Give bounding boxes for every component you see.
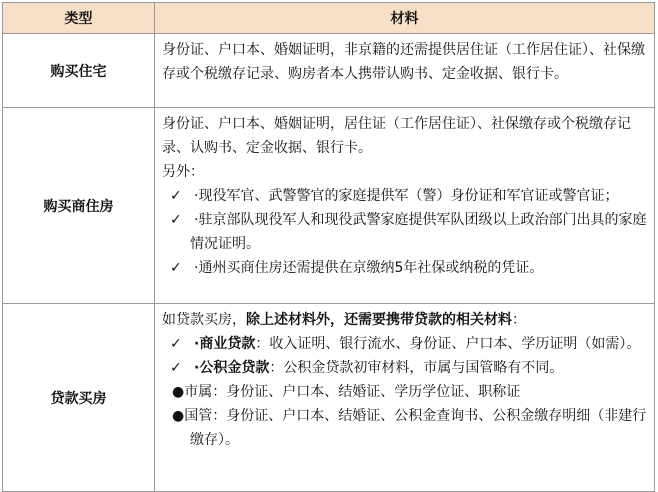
header-material: 材料: [155, 3, 655, 34]
table-row: [3, 304, 655, 492]
check-icon: ✓: [170, 360, 182, 376]
header-type: 类型: [3, 3, 155, 34]
row-type: 贷款买房: [3, 304, 155, 492]
national-item: ●国管：身份证、户口本、结婚证、公积金查询书、公积金缴存明细（非建行缴存）。: [172, 408, 647, 448]
list-item: ✓ ·驻京部队现役军人和现役武警家庭提供军队团级以上政治部门出具的家庭情况证明。: [162, 208, 648, 256]
list-item: ✓ ·现役军官、武警警官的家庭提供军（警）身份证和军官证或警官证；: [162, 184, 648, 208]
row-type: 购买商住房: [3, 108, 155, 304]
check-icon: ✓: [170, 188, 182, 204]
material-text: 身份证、户口本、婚姻证明，非京籍的还需提供居住证（工作居住证）、社保缴存或个税缴存记录、购房者本人携带认购书、定金收据、银行卡。: [162, 42, 645, 82]
header-row: [3, 3, 655, 34]
materials-table: [2, 2, 655, 492]
fund-loan-item: ✓ ·公积金贷款：公积金贷款初审材料，市属与国管略有不同。: [162, 356, 648, 380]
also-label: 另外：: [162, 164, 204, 180]
check-icon: ✓: [170, 336, 182, 352]
table-row: [3, 34, 655, 108]
check-icon: ✓: [170, 212, 182, 228]
material-text: 身份证、户口本、婚姻证明，居住证（工作居住证）、社保缴存或个税缴存记录、认购书、定金收据、银行卡。: [162, 116, 631, 156]
check-icon: ✓: [170, 260, 182, 276]
city-item: ●市属：身份证、户口本、结婚证、学历学位证、职称证: [172, 384, 521, 400]
list-item: ✓ ·通州买商住房还需提供在京缴纳5年社保或纳税的凭证。: [162, 256, 648, 280]
table-row: [3, 108, 655, 304]
row-material: [155, 108, 655, 304]
row-material: [155, 304, 655, 492]
loan-intro: 如贷款买房，除上述材料外，还需要携带贷款的相关材料：: [162, 312, 526, 328]
row-material: [155, 34, 655, 108]
commercial-loan-item: ✓ ·商业贷款：收入证明、银行流水、身份证、户口本、学历证明（如需）。: [162, 332, 648, 356]
row-type: 购买住宅: [3, 34, 155, 108]
